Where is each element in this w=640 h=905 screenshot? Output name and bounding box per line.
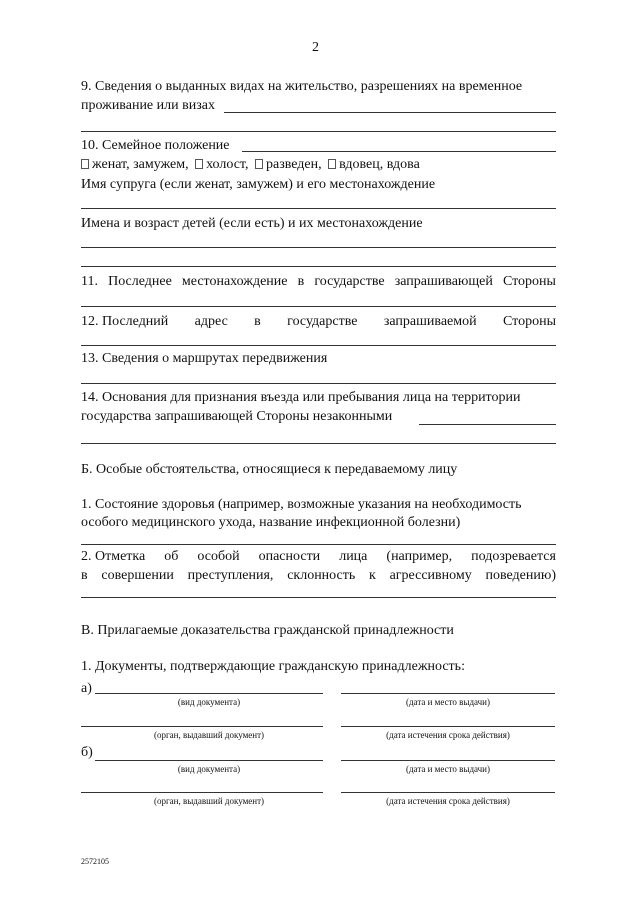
- item-13-label: 13. Сведения о маршрутах передвижения: [81, 351, 328, 366]
- page-number: 2: [312, 40, 319, 55]
- a-doc-type-line[interactable]: [95, 693, 323, 694]
- b1-line2: особого медицинского ухода, название инфекционной болезни): [81, 515, 461, 530]
- a-issuer-line[interactable]: [81, 726, 323, 727]
- section-v-heading: В. Прилагаемые доказательства гражданской принадлежности: [81, 623, 454, 638]
- item-9-line2: проживание или визах: [81, 98, 215, 113]
- b-issuer-caption: (орган, выдавший документ): [153, 796, 265, 806]
- item-14-line2: государства запрашивающей Стороны незаконными: [81, 409, 393, 424]
- spouse-field-line[interactable]: [81, 208, 556, 209]
- b-doc-type-caption: (вид документа): [177, 764, 241, 774]
- v1-label: 1. Документы, подтверждающие гражданскую принадлежность:: [81, 659, 465, 674]
- children-field-line-1[interactable]: [81, 247, 556, 248]
- divorced-checkbox[interactable]: [255, 159, 263, 169]
- b2-line2: в совершении преступления, склонность к агрессивному поведению): [81, 568, 556, 583]
- b2-line1: 2. Отметка об особой опасности лица (например, подозревается: [81, 549, 556, 564]
- married-label: женат, замужем,: [92, 157, 189, 172]
- b-issuer-line[interactable]: [81, 792, 323, 793]
- widowed-checkbox[interactable]: [328, 159, 336, 169]
- b-date-place-line[interactable]: [341, 760, 555, 761]
- b-date-place-caption: (дата и место выдачи): [405, 764, 490, 774]
- item-12-text: 12. Последний адрес в государстве запрашиваемой Стороны: [81, 314, 556, 329]
- item-14-field-line[interactable]: [419, 424, 556, 425]
- single-checkbox[interactable]: [195, 159, 203, 169]
- spouse-label: Имя супруга (если женат, замужем) и его местонахождение: [81, 177, 436, 192]
- item-13-field-line[interactable]: [81, 383, 556, 384]
- b-expiry-caption: (дата истечения срока действия): [386, 796, 510, 806]
- b1-line1: 1. Состояние здоровья (например, возможные указания на необходимость: [81, 497, 522, 512]
- divorced-label: разведен,: [266, 157, 322, 172]
- b-label: б): [81, 745, 93, 760]
- a-doc-type-caption: (вид документа): [177, 697, 241, 707]
- a-issuer-caption: (орган, выдавший документ): [153, 730, 265, 740]
- marital-status-options: [81, 157, 420, 173]
- item-14-line1: 14. Основания для признания въезда или пребывания лица на территории: [81, 390, 521, 405]
- a-expiry-caption: (дата истечения срока действия): [386, 730, 510, 740]
- a-expiry-line[interactable]: [341, 726, 555, 727]
- item-10-label: 10. Семейное положение: [81, 138, 230, 153]
- b2-field-line[interactable]: [81, 597, 556, 598]
- a-date-place-line[interactable]: [341, 693, 555, 694]
- b1-field-line[interactable]: [81, 544, 556, 545]
- item-11-text: 11. Последнее местонахождение в государстве запрашивающей Стороны: [81, 274, 556, 289]
- item-10-field-line[interactable]: [242, 151, 556, 152]
- item-9-field-line[interactable]: [224, 112, 556, 113]
- married-checkbox[interactable]: [81, 159, 89, 169]
- item-14-field-line-2[interactable]: [81, 443, 556, 444]
- widowed-label: вдовец, вдова: [339, 157, 420, 172]
- b-expiry-line[interactable]: [341, 792, 555, 793]
- children-label: Имена и возраст детей (если есть) и их местонахождение: [81, 216, 423, 231]
- footer-code: 2572105: [81, 857, 109, 866]
- item-9-field-line-2[interactable]: [81, 131, 556, 132]
- a-label: а): [81, 681, 92, 696]
- item-11-field-line[interactable]: [81, 306, 556, 307]
- item-9-line1: 9. Сведения о выданных видах на жительство, разрешениях на временное: [81, 79, 523, 94]
- section-b-heading: Б. Особые обстоятельства, относящиеся к передаваемому лицу: [81, 462, 458, 477]
- a-date-place-caption: (дата и место выдачи): [405, 697, 490, 707]
- children-field-line-2[interactable]: [81, 266, 556, 267]
- item-12-field-line[interactable]: [81, 345, 556, 346]
- b-doc-type-line[interactable]: [95, 760, 323, 761]
- single-label: холост,: [206, 157, 249, 172]
